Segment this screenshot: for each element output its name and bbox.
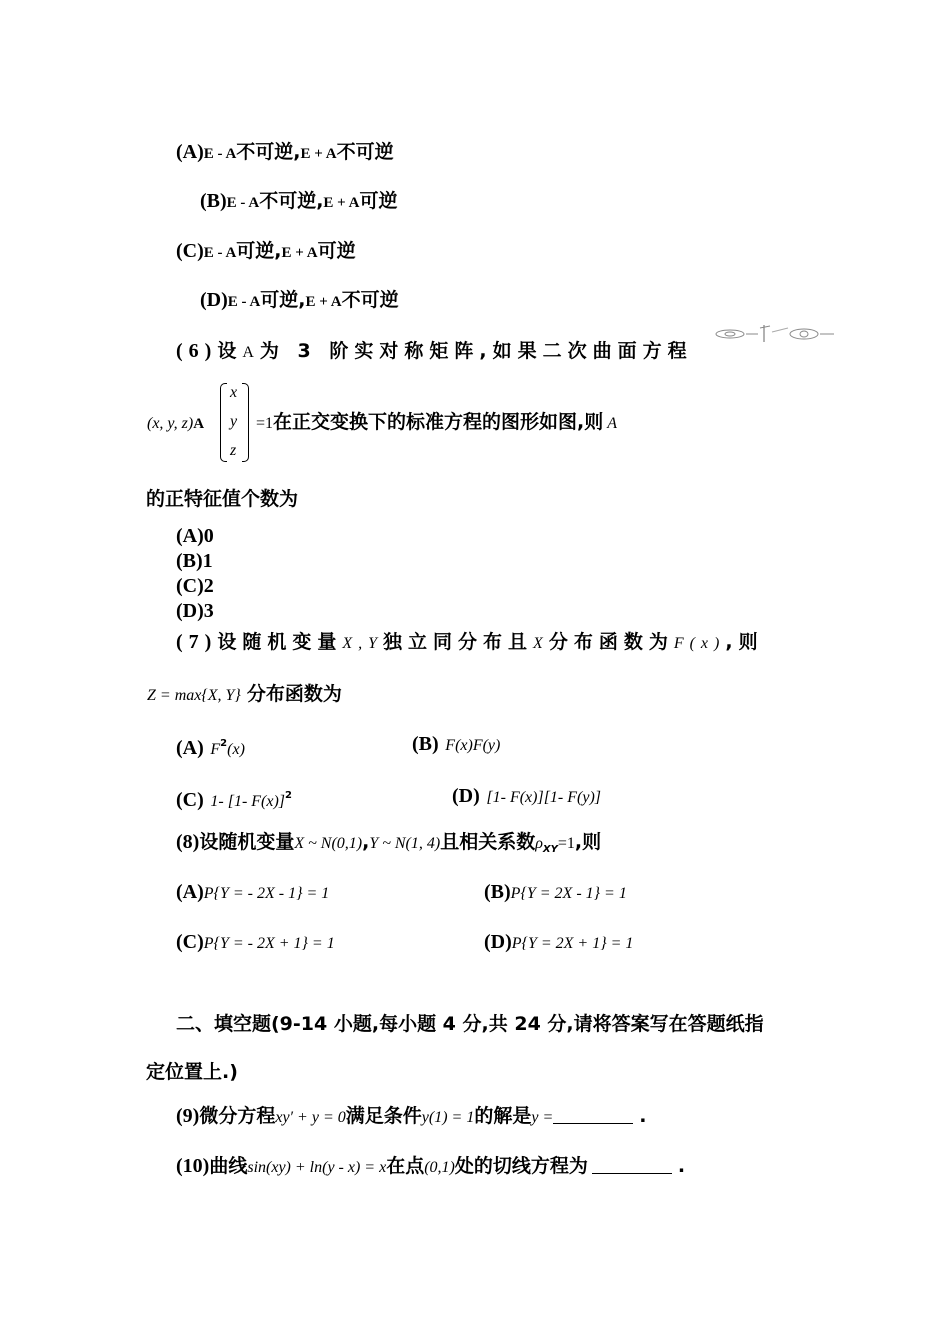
- subscript: XY: [542, 844, 558, 855]
- math-expr: 1- [1- F(x)]: [210, 793, 286, 810]
- stem-text: ,: [362, 831, 370, 853]
- q9-stem: [176, 1104, 646, 1130]
- option-label: (A): [176, 737, 204, 759]
- math-expr: F: [210, 741, 221, 758]
- answer-blank[interactable]: [553, 1105, 633, 1124]
- math-expr: X: [533, 635, 549, 652]
- exponent: 2: [285, 790, 292, 801]
- math-expr: [1- F(x)][1- F(y)]: [486, 789, 602, 806]
- stem-text: 在正交变换下的标准方程的图形如图,则: [273, 411, 604, 433]
- option-text: 不可逆: [336, 141, 394, 163]
- math-expr: A: [193, 416, 205, 432]
- math-expr: E + A: [281, 245, 318, 261]
- q7-option-b: [412, 732, 500, 758]
- stem-text: 处的切线方程为: [454, 1155, 588, 1177]
- section-heading-line1: 二、填空题(9-14 小题,每小题 4 分,共 24 分,请将答案写在答题纸指: [176, 1013, 764, 1035]
- stem-text: 设: [217, 340, 243, 362]
- math-expr: Z = max{X, Y}: [147, 687, 241, 704]
- math-expr: =1: [256, 415, 274, 432]
- stem-text: 满足条件: [345, 1105, 422, 1127]
- math-expr: Y ~ N(1, 4): [369, 835, 441, 852]
- stem-text: ,则: [725, 631, 764, 653]
- q6-option-b: (B)1: [176, 550, 213, 572]
- math-expr: y =: [531, 1109, 554, 1126]
- stem-text: 的解是: [474, 1105, 532, 1127]
- math-expr: F(x): [673, 635, 726, 652]
- question-number: (6): [176, 340, 218, 362]
- math-expr: sin(xy) + ln(y - x) = x: [247, 1159, 387, 1176]
- q10-stem: [176, 1154, 685, 1180]
- math-expr: E - A: [226, 195, 260, 211]
- math-expr: (0,1): [424, 1159, 455, 1176]
- section-heading-line2: 定位置上.): [146, 1061, 238, 1083]
- math-expr: X,Y: [342, 635, 384, 652]
- q8-stem: [176, 830, 601, 862]
- quadric-surface-figure: [708, 322, 836, 344]
- math-expr: E - A: [227, 294, 261, 310]
- exponent: 2: [220, 738, 228, 749]
- q6-stem-line1: [176, 339, 693, 365]
- q6-option-d: (D)3: [176, 600, 214, 622]
- option-label: (B): [200, 190, 227, 212]
- math-expr: P{Y = 2X + 1} = 1: [511, 935, 634, 952]
- stem-text: 曲线: [209, 1155, 248, 1177]
- right-paren: [242, 383, 249, 462]
- math-expr: E + A: [323, 195, 360, 211]
- q6-stem-line3: 的正特征值个数为: [146, 488, 299, 510]
- q8-option-a: [176, 880, 329, 906]
- q5-option-a: [176, 140, 394, 166]
- math-expr: (x): [227, 741, 245, 758]
- option-label: (D): [484, 931, 512, 953]
- stem-text: 分布函数为: [246, 683, 342, 705]
- q5-option-c: [176, 239, 356, 265]
- math-expr: F(x)F(y): [445, 737, 501, 754]
- q6-stem-line2b: [256, 410, 617, 436]
- option-label: (A): [176, 141, 204, 163]
- q8-option-c: [176, 930, 335, 956]
- option-text: 不可逆,: [259, 190, 324, 212]
- q7-option-a: [176, 732, 245, 762]
- math-expr: E - A: [203, 245, 237, 261]
- stem-text: 设随机变量: [217, 631, 343, 653]
- q6-option-a: (A)0: [176, 525, 214, 547]
- option-text: 可逆: [317, 240, 356, 262]
- option-text: 可逆,: [236, 240, 282, 262]
- option-text: 可逆: [359, 190, 398, 212]
- period: .: [639, 1105, 647, 1127]
- q5-option-d: [200, 288, 399, 314]
- math-expr: E + A: [305, 294, 342, 310]
- stem-text: 微分方程: [199, 1105, 276, 1127]
- math-expr: P{Y = 2X - 1} = 1: [510, 885, 627, 902]
- option-label: (C): [176, 240, 204, 262]
- q5-option-b: [200, 189, 397, 215]
- math-expr: A: [607, 415, 618, 432]
- math-expr: X ~ N(0,1): [294, 835, 363, 852]
- q6-stem-line2: [147, 410, 204, 436]
- math-expr: P{Y = - 2X - 1} = 1: [203, 885, 330, 902]
- q7-option-d: [452, 784, 601, 810]
- math-expr: E + A: [300, 146, 337, 162]
- stem-text: 在点: [386, 1155, 425, 1177]
- q7-stem-line2: [147, 682, 342, 708]
- math-expr: (x, y, z): [147, 415, 194, 432]
- option-label: (B): [412, 733, 439, 755]
- question-number: (9): [176, 1105, 200, 1127]
- option-text: 可逆,: [260, 289, 306, 311]
- option-label: (C): [176, 931, 204, 953]
- math-expr: E - A: [203, 146, 237, 162]
- option-text: 不可逆: [341, 289, 399, 311]
- math-expr: A: [242, 344, 260, 361]
- q7-stem-line1: [176, 630, 764, 656]
- question-number: (7): [176, 631, 218, 653]
- option-text: 不可逆,: [236, 141, 301, 163]
- q8-option-b: [484, 880, 627, 906]
- stem-text: 且相关系数: [440, 831, 536, 853]
- question-number: (8): [176, 831, 200, 853]
- option-label: (B): [484, 881, 511, 903]
- math-expr: P{Y = - 2X + 1} = 1: [203, 935, 335, 952]
- stem-text: 为 3 阶实对称矩阵,如果二次曲面方程: [259, 340, 693, 362]
- option-label: (D): [200, 289, 228, 311]
- vector-z: z: [230, 442, 237, 459]
- math-expr: xy′ + y = 0: [275, 1109, 346, 1126]
- option-label: (A): [176, 881, 204, 903]
- answer-blank[interactable]: [592, 1155, 672, 1174]
- q7-option-c: [176, 784, 292, 814]
- period: .: [677, 1155, 686, 1177]
- stem-text: ,则: [574, 831, 602, 853]
- stem-text: 独立同分布且: [383, 631, 534, 653]
- vector-x: x: [230, 384, 238, 401]
- stem-text: 设随机变量: [199, 831, 295, 853]
- stem-text: 分布函数为: [548, 631, 674, 653]
- math-expr: y(1) = 1: [421, 1109, 475, 1126]
- math-expr: ρ: [535, 835, 543, 852]
- q8-option-d: [484, 930, 633, 956]
- question-number: (10): [176, 1155, 210, 1177]
- q6-option-c: (C)2: [176, 575, 214, 597]
- vector-y: y: [230, 413, 238, 430]
- math-expr: =1: [557, 835, 575, 852]
- option-label: (C): [176, 789, 204, 811]
- left-paren: [220, 383, 227, 462]
- option-label: (D): [452, 785, 480, 807]
